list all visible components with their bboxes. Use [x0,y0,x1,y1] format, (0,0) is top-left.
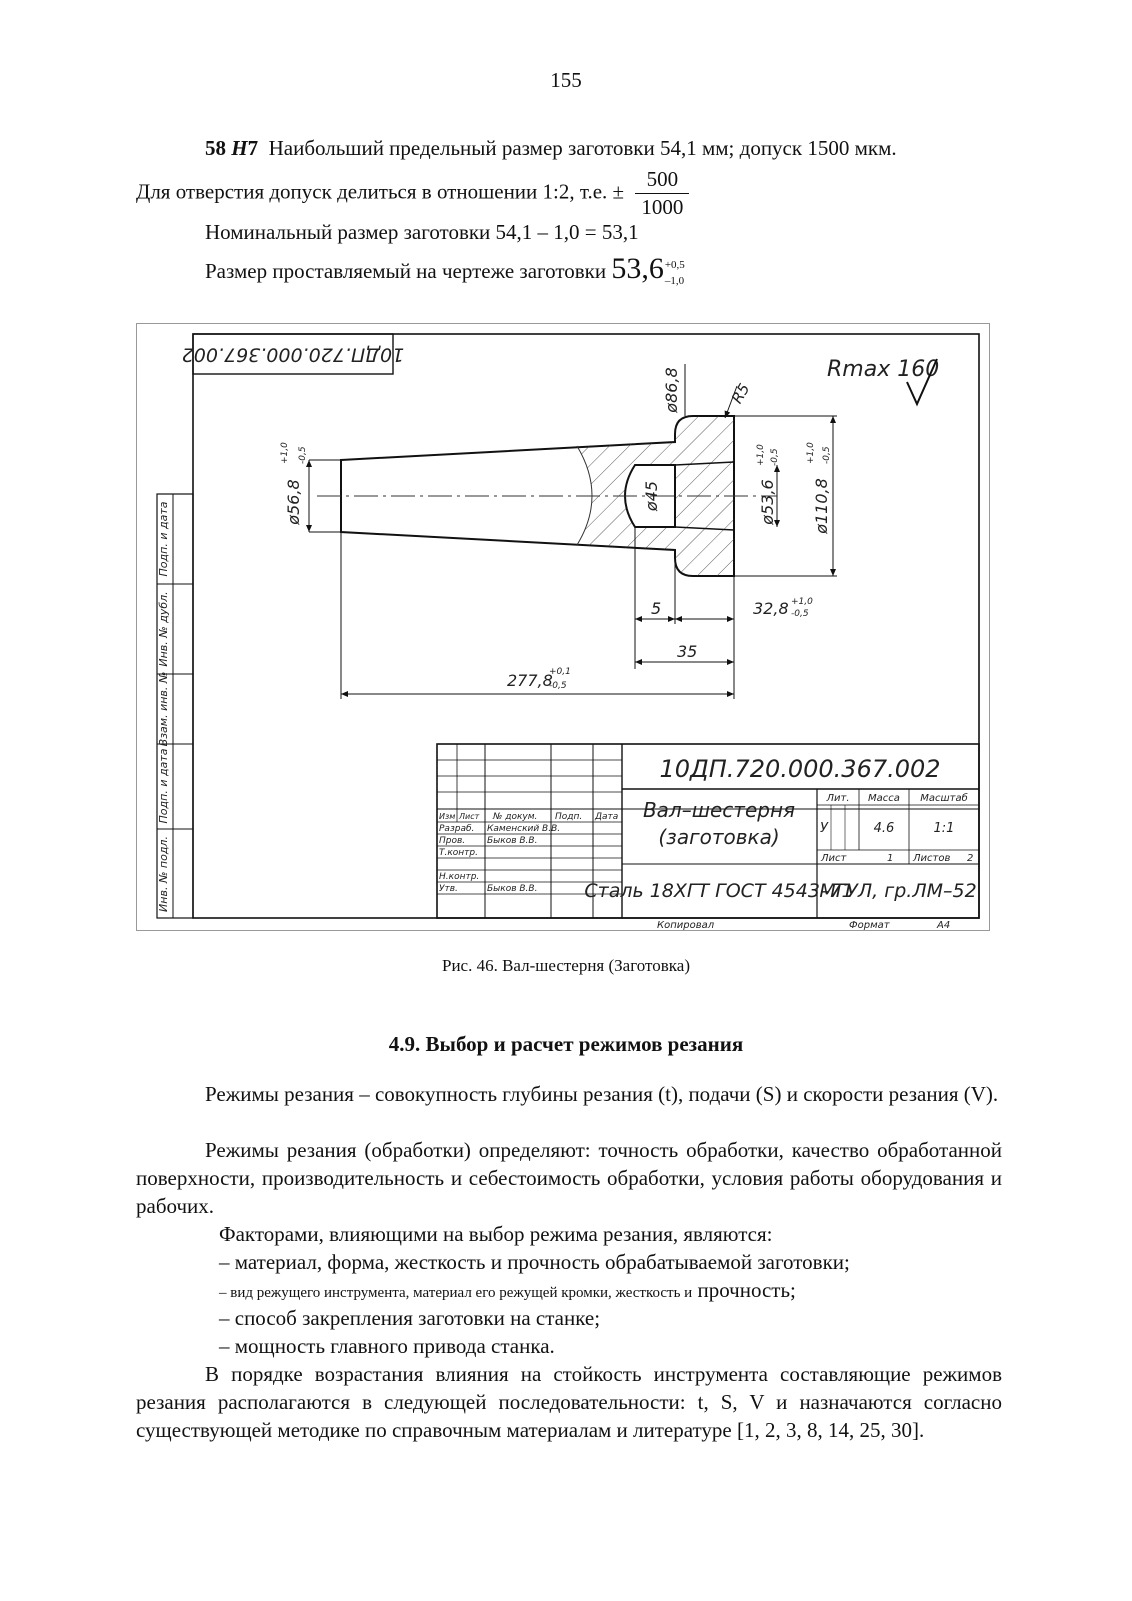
fraction-denominator: 1000 [641,195,684,219]
tb-name-1: Вал–шестерня [642,798,796,822]
tb-mass-label: Масса [868,793,900,804]
drawing-figure [136,323,990,931]
dim-d-max-tol-up: +1,0 [806,442,816,464]
tb-name-row-2: Быков В.В. [487,836,538,846]
tb-h-doc: № докум. [493,812,538,822]
intro-line-1 [205,136,897,161]
technical-drawing [137,324,989,930]
paragraph-2: Режимы резания (обработки) определяют: точность обработки, качество обработанной поверхности, производительность и себестоимость обработки, условия работы оборудования и рабочих. [136,1138,1002,1218]
list-item [219,1276,796,1307]
tb-h-podp: Подп. [555,812,583,822]
dimension-tolerance [665,257,685,289]
dim-len-total-tol-dn: -0,5 [549,681,567,691]
intro-line-2 [136,166,689,221]
tb-name-2: (заготовка) [658,825,780,849]
figure-caption: Рис. 46. Вал-шестерня (Заготовка) [441,956,690,975]
tolerance-upper: +0,5 [664,259,685,272]
list-item-tail: прочность; [697,1278,796,1302]
side-label-1: Подп. и дата [157,501,170,577]
tb-org: МГУЛ, гр.ЛМ–52 [819,880,977,902]
side-label-4: Подп. и дата [157,748,170,824]
tb-h-list: Лист [459,812,480,821]
intro-line-1-text: Наибольший предельный размер заготовки 54,1 мм; допуск 1500 мкм. [268,136,897,160]
dim-d-bore: ø45 [642,480,661,512]
tb-lit-label: Лит. [826,793,850,804]
part-outline [317,416,777,576]
tb-sheets-value: 2 [967,853,974,864]
fit-letter: H [231,136,248,160]
fit-grade: 7 [247,136,259,160]
tb-copied: Копировал [657,920,715,930]
dim-len-328: 32,8 [753,599,789,618]
tb-mass-value: 4.6 [873,821,895,836]
intro-line-4-text: Размер проставляемый на чертеже заготовки [205,259,607,283]
tb-role-2: Пров. [439,836,466,846]
tb-code: 10ДП.720.000.367.002 [659,755,941,783]
roughness-label: Rmax 160 [827,357,940,382]
fraction-numerator: 500 [635,166,689,194]
paragraph-1: Режимы резания – совокупность глубины резания (t), подачи (S) и скорости резания (V). [205,1082,999,1106]
dim-len-total: 277,8 [507,671,553,690]
title-block-text [439,755,977,930]
intro-line-3: Номинальный размер заготовки 54,1 – 1,0 = 53,1 [205,220,639,244]
list-item: – материал, форма, жесткость и прочность обрабатываемой заготовки; [219,1250,850,1274]
tb-scale-value: 1:1 [933,821,955,836]
dim-d-bore2: ø53,6 [758,479,777,525]
dim-len-total-tol-up: +0,1 [549,667,571,677]
tb-format-label: Формат [849,920,890,930]
list-item-small: – вид режущего инструмента, материал его режущей кромки, жесткость и [219,1285,693,1301]
dim-len-328-tol-dn: -0,5 [791,609,809,619]
tb-material: Сталь 18ХГТ ГОСТ 4543–71 [584,880,854,902]
page-number: 155 [550,68,582,92]
rotated-code: 10ДП.720.000.367.002 [181,343,405,366]
side-label-5: Инв. № подл. [157,836,170,912]
section-heading: 4.9. Выбор и расчет режимов резания [388,1032,744,1056]
side-strip [157,494,193,918]
paragraph-3: Факторами, влияющими на выбор режима резания, являются: [219,1222,773,1246]
dim-d-large: ø86,8 [662,367,681,413]
tb-role-6: Утв. [439,884,458,894]
tb-h-date: Дата [595,812,619,822]
tolerance-lower: –1,0 [664,275,685,288]
dim-d-bore2-tol-dn: -0,5 [770,448,780,466]
tb-role-3: Т.контр. [439,848,479,858]
tb-role-1: Разраб. [439,824,475,834]
paragraph-4: В порядке возрастания влияния на стойкость инструмента составляющие режимов резания располагаются в следующей последовательности: t, S, V и назначаются согласно существующей методике по справочным материалам и литературе [1, 2, 3, 8, 14, 25, 30]. [136,1362,1002,1442]
tb-name-row-6: Быков В.В. [487,884,538,894]
list-item: – способ закрепления заготовки на станке; [219,1306,601,1330]
dim-d-bore2-tol-up: +1,0 [756,444,766,466]
dim-d-left: ø56,8 [284,479,303,525]
dim-d-left-tol-up: +1,0 [280,442,290,464]
side-label-2: Инв. № дубл. [157,591,170,667]
dim-d-max-tol-dn: -0,5 [822,446,832,464]
tb-format-value: А4 [937,920,951,930]
dim-len-5: 5 [651,599,662,618]
tb-sheet-value: 1 [887,853,894,864]
dimension-lines [309,364,837,699]
tb-name-row-1: Каменский В.В. [487,824,561,834]
drawing-border [193,334,979,918]
tb-sheets-label: Листов [913,853,951,864]
fit-size: 58 [205,136,226,160]
dimension-value: 53,6 [611,252,664,285]
tb-role-5: Н.контр. [439,872,480,882]
intro-line-2-text: Для отверстия допуск делиться в отношении 1:2, т.е. ± [136,179,625,204]
tb-sheet-label: Лист [821,853,847,864]
intro-line-4 [205,252,685,289]
dim-d-max: ø110,8 [812,478,831,534]
tb-lit-value: У [820,821,828,836]
dim-len-35: 35 [677,642,698,661]
dim-len-328-tol-up: +1,0 [791,597,813,607]
tb-scale-label: Масштаб [920,793,968,804]
side-label-3: Взам. инв. № [157,671,170,747]
list-item: – мощность главного привода станка. [219,1334,555,1358]
dim-d-left-tol-dn: -0,5 [298,446,308,464]
tolerance-fraction [635,166,689,221]
dim-radius: R5 [727,380,754,407]
tb-h-izm: Изм [439,812,456,821]
